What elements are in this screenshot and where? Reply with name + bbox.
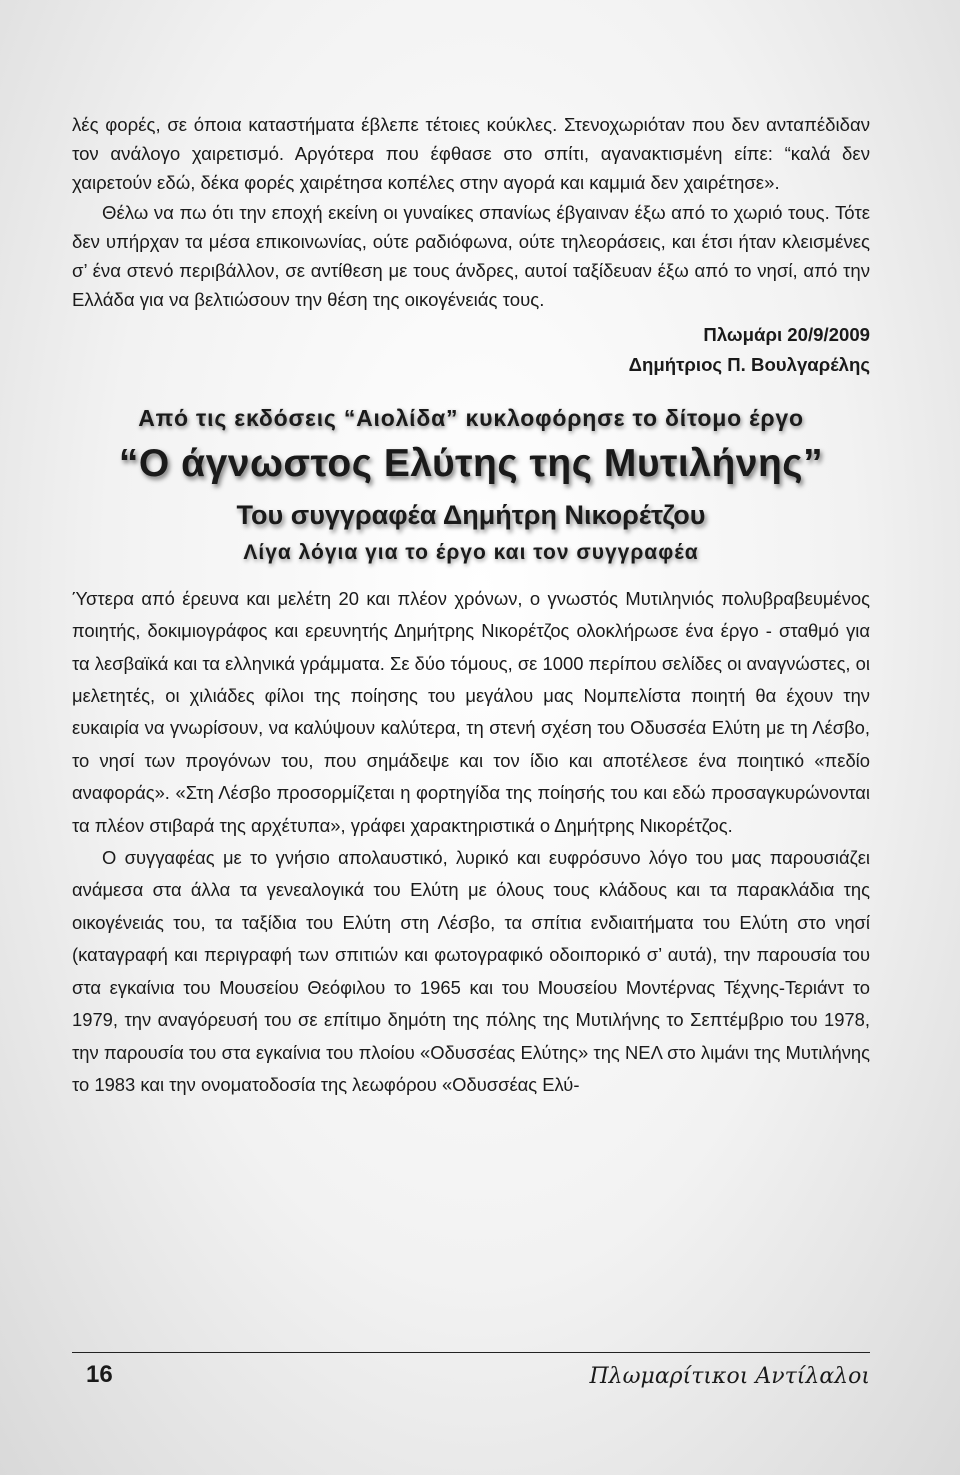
book-announcement — [72, 405, 870, 565]
journal-name: Πλωμαρίτικοι Αντίλαλοι — [589, 1364, 870, 1389]
page-footer — [72, 1352, 870, 1389]
signature-block — [72, 320, 870, 378]
book-author-line: Του συγγραφέα Δημήτρη Νικορέτζου — [236, 499, 706, 530]
signature-name: Δημήτριος Π. Βουλγαρέλης — [628, 353, 870, 375]
page-number: 16 — [86, 1361, 113, 1388]
announcement-subtitle: Λίγα λόγια για το έργο και τον συγγραφέα — [243, 540, 699, 564]
book-title: “Ο άγνωστος Ελύτης της Μυτιλήνης” — [118, 441, 824, 485]
announcement-publisher-line: Από τις εκδόσεις “Αιολίδα” κυκλοφόρησε το δίτομο έργο — [138, 404, 804, 431]
article-paragraph-1: λές φορές, σε όποια καταστήματα έβλεπε τέτοιες κούκλες. Στενοχωριόταν που δεν ανταπέδιδαν τον ανάλογο χαιρετισμό. Αργότερα που έφθασε στο σπίτι, αγανακτισμένη είπε: “καλά δεν χαιρετούν εδώ, δέκα φορές χαιρέτησα κοπέλες στην αγορά και καμμιά δεν χαιρέτησε». — [72, 114, 870, 194]
article-paragraph-2: Θέλω να πω ότι την εποχή εκείνη οι γυναίκες σπανίως έβγαιναν έξω από το χωριό τους. Τότε δεν υπήρχαν τα μέσα επικοινωνίας, ούτε ραδιόφωνα, ούτε τηλεοράσεις, και έτσι ήταν κλεισμένες σ’ ένα στενό περιβάλλον, σε αντίθεση με τους άνδρες, αυτοί ταξίδευαν έξω από το νησί, από την Ελλάδα για να βελτιώσουν την θέση της οικογένειάς τους. — [72, 201, 870, 311]
review-paragraph-1: Ύστερα από έρευνα και μελέτη 20 και πλέον χρόνων, ο γνωστός Μυτιληνιός πολυβραβευμένος ποιητής, δοκιμιογράφος και ερευνητής Δημήτρης Νικορέτζος ολοκλήρωσε ένα έργο - σταθμό για τα λεσβαϊκά και τα ελληνικά γράμματα. Σε δύο τόμους, σε 1000 περίπου σελίδες οι αναγνώστες, οι μελετητές, οι χιλιάδες φίλοι της ποίησης του μεγάλου μας Νομπελίστα ποιητή θα έχουν την ευκαιρία να γνωρίσουν, να καλύψουν καλύτερα, τη στενή σχέση του Οδυσσέα Ελύτη με τη Λέσβο, το νησί των προγόνων του, που σημάδεψε και τον ίδιο και αποτέλεσε ένα ποιητικό «πεδίο αναφοράς». «Στη Λέσβο προσορμίζεται η φορτηγίδα της ποίησής του και εδώ προσαγκυρώνονται τα πλέον στιβαρά της αρχέτυπα», γράφει χαρακτηριστικά ο Δημήτρης Νικορέτζος. — [72, 587, 870, 836]
review-body — [72, 583, 870, 1102]
signature-place-date: Πλωμάρι 20/9/2009 — [703, 324, 870, 346]
article-page — [72, 110, 870, 1101]
review-paragraph-2: Ο συγγαφέας με το γνήσιο απολαυστικό, λυρικό και ευφρόσυνο λόγο του μας παρουσιάζει ανάμεσα στα άλλα τα γενεαλογικά του Ελύτη με όλους τους κλάδους και τα παρακλάδια της οικογένειάς του, τα ταξίδια του Ελύτη στη Λέσβο, τα σπίτια ενδιαιτήματα του Ελύτη στο νησί (καταγραφή και περιγραφή των σπιτιών και φωτογραφικό οδοιπορικό σ’ αυτά), την παρουσία του στα εγκαίνια του Μουσείου Θεόφιλου το 1965 και του Μουσείου Μοντέρνας Τέχνης-Τεριάντ το 1979, την αναγόρευσή του σε επίτιμο δημότη της πόλης της Μυτιλήνης το Σεπτέμβριο του 1978, την παρουσία του στα εγκαίνια του πλοίου «Οδυσσέας Ελύτης» της ΝΕΛ στο λιμάνι της Μυτιλήνης το 1983 και την ονοματοδοσία της λεωφόρου «Οδυσσέας Ελύ- — [72, 847, 870, 1095]
